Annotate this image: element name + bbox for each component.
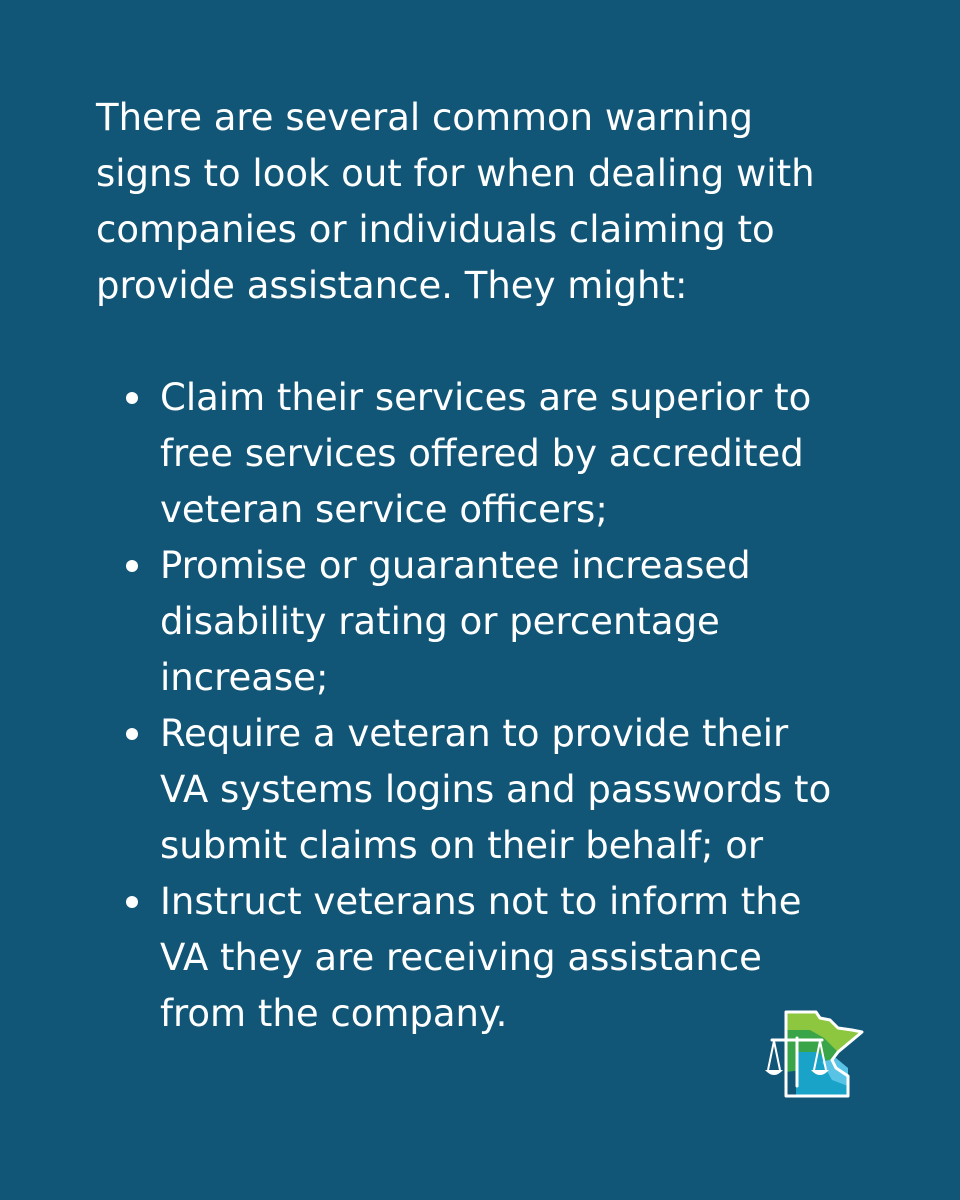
logo-scale-left-cord [768, 1041, 774, 1070]
list-item [118, 874, 848, 1042]
list-item-text: Require a veteran to provide their VA systems logins and passwords to submit claims on their behalf; or [160, 712, 832, 867]
list-item [118, 538, 848, 706]
intro-paragraph: There are several common warning signs to look out for when dealing with companies or individuals claiming to provide assistance. They might: [96, 96, 815, 307]
list-item-text: Promise or guarantee increased disability rating or percentage increase; [160, 544, 751, 699]
logo-scale-left-cord-2 [774, 1041, 780, 1070]
bullet-icon [126, 896, 138, 908]
list-item [118, 370, 848, 538]
list-item-text: Instruct veterans not to inform the VA they are receiving assistance from the company. [160, 880, 802, 1035]
list-item [118, 706, 848, 874]
logo-scale-left-pan [765, 1070, 783, 1075]
bullet-icon [126, 728, 138, 740]
list-item-text: Claim their services are superior to free services offered by accredited veteran service officers; [160, 376, 812, 531]
bullet-icon [126, 560, 138, 572]
warning-signs-list [118, 370, 848, 1042]
minnesota-scales-of-justice-logo [762, 1010, 866, 1102]
bullet-icon [126, 392, 138, 404]
